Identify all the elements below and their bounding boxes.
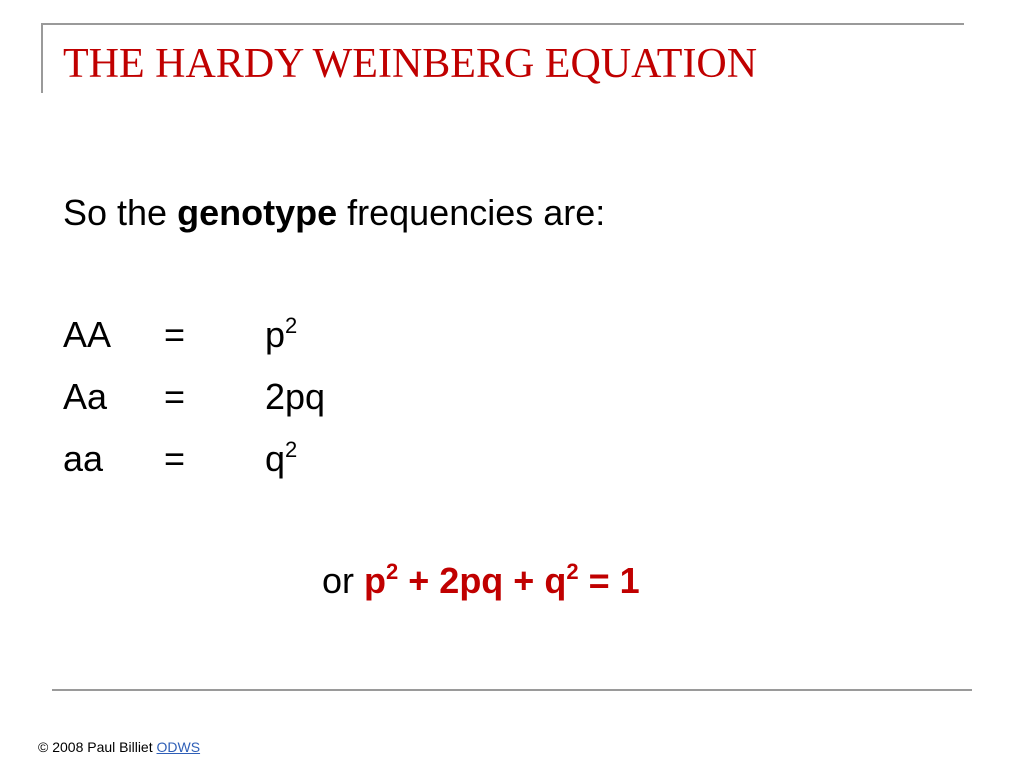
title-frame-left-line [41, 23, 43, 93]
genotype-label: Aa [63, 376, 108, 417]
equals-sign: = [164, 376, 186, 417]
intro-bold-word: genotype [177, 192, 338, 233]
intro-text-end: frequencies are: [337, 192, 606, 233]
footer [38, 738, 200, 756]
genotype-label: AA [63, 314, 112, 355]
equation-q-exponent: 2 [566, 559, 579, 584]
genotype-frequency [265, 374, 325, 420]
slide-title: THE HARDY WEINBERG EQUATION [63, 41, 758, 87]
summary-equation [322, 558, 640, 604]
frequency-base: p [265, 314, 286, 355]
intro-sentence [63, 190, 605, 236]
equation-p: p [364, 560, 387, 601]
frequency-base: q [265, 438, 286, 479]
frequency-exponent: 2 [285, 437, 298, 462]
summary-prefix: or [322, 560, 365, 601]
equation-end: = 1 [578, 560, 640, 601]
genotype-frequency [265, 436, 297, 482]
genotype-label: aa [63, 438, 104, 479]
odws-link[interactable]: ODWS [156, 739, 201, 755]
frequency-exponent: 2 [285, 313, 298, 338]
intro-text-start: So the [63, 192, 178, 233]
equals-sign: = [164, 314, 186, 355]
equation-middle: + 2pq + q [398, 560, 567, 601]
hardy-weinberg-equation [364, 560, 640, 601]
frequency-base: 2pq [265, 376, 326, 417]
copyright-text: © 2008 Paul Billiet [38, 739, 157, 755]
footer-divider [52, 689, 972, 691]
genotype-frequency [265, 312, 297, 358]
equation-p-exponent: 2 [386, 559, 399, 584]
equals-sign: = [164, 438, 186, 479]
title-frame-top-line [43, 23, 964, 25]
